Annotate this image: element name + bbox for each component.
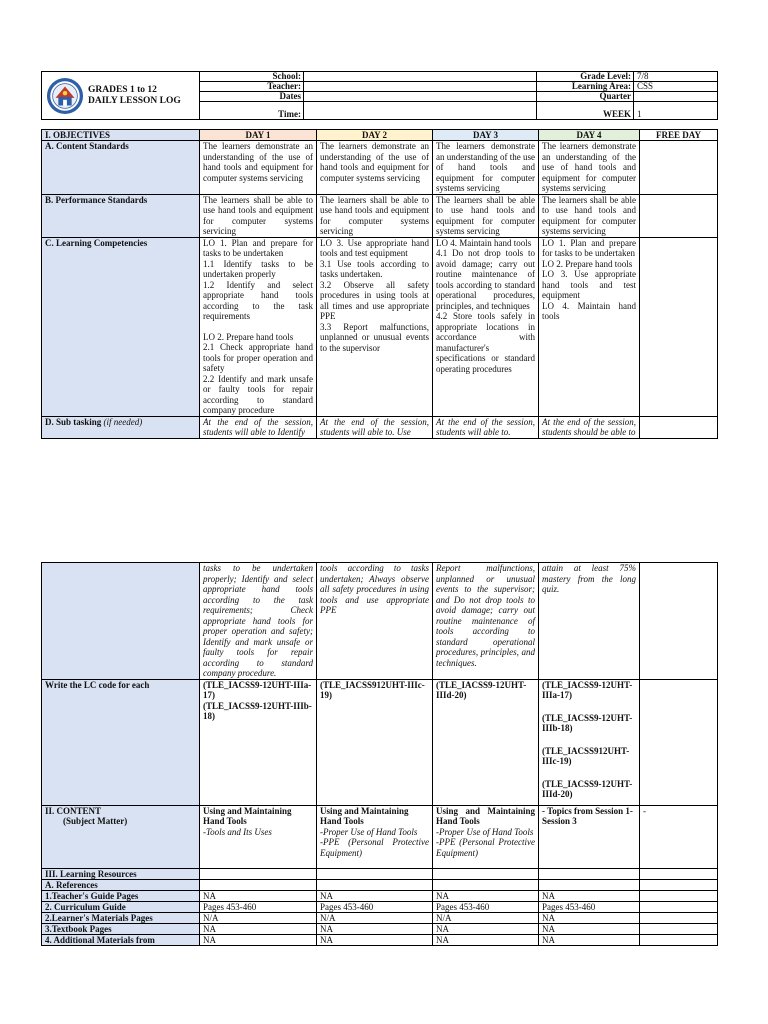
teacher-value: [304, 82, 537, 92]
competencies-day3: [433, 237, 539, 416]
title-line-2: DAILY LESSON LOG: [88, 95, 181, 106]
competencies-day1: [200, 237, 317, 416]
lc-code: (TLE_IACSS912UHT-IIIc-19): [320, 679, 425, 700]
content-label: [42, 805, 200, 868]
grade-level-label: Grade Level:: [537, 72, 634, 82]
content-day1: [200, 805, 317, 868]
quarter-label: Quarter: [537, 92, 634, 102]
lc-code: (TLE_IACSS9-12UHT-IIIa-17): [542, 679, 633, 700]
competencies-free: [640, 237, 718, 416]
competencies-label: C. Learning Competencies: [42, 237, 200, 416]
resource-cell: [640, 901, 718, 912]
resource-row: [42, 934, 718, 945]
resource-cell: NA: [200, 890, 317, 901]
day4-header: DAY 4: [539, 130, 640, 141]
resource-cell: NA: [539, 934, 640, 945]
competency-line: LO 4. Maintain hand tools: [436, 237, 532, 248]
content-subtopic: -PPE (Personal Protective Equipment): [436, 837, 535, 858]
resource-cell: [640, 890, 718, 901]
competency-line: 2.1 Check appropriate hand tools for proper operation and safety: [203, 342, 313, 373]
content-day2: [317, 805, 433, 868]
competency-line: LO 1. Plan and prepare for tasks to be undertaken: [203, 237, 313, 258]
content-standards-day3: The learners demonstrate an understanding of the use of hand tools and equipment for computer systems servicing: [433, 141, 539, 195]
performance-standards-day1: The learners shall be able to use hand tools and equipment for computer systems servicing: [200, 194, 317, 237]
grade-level-value: 7/8: [634, 72, 718, 82]
lc-code: (TLE_IACSS9-12UHT-IIIb-18): [203, 700, 312, 721]
school-value: [304, 72, 537, 82]
teacher-label: Teacher:: [200, 82, 304, 92]
deped-seal-icon: [46, 77, 84, 115]
sub-tasking-day3-part1: At the end of the session, students will able to.: [433, 416, 539, 438]
competency-line: 2.2 Identify and mark unsafe or faulty tools for repair according to standard company procedure: [203, 373, 313, 415]
lc-code: (TLE_IACSS9-12UHT-IIIa-17): [203, 679, 312, 700]
competency-line: LO 1. Plan and prepare for tasks to be undertaken: [542, 237, 636, 258]
content-subtopic: -Proper Use of Hand Tools: [436, 826, 534, 837]
sub-tasking-free-part1: [640, 416, 718, 438]
competency-line: 1.1 Identify tasks to be undertaken properly: [203, 258, 313, 279]
content-day3: [433, 805, 539, 868]
content-sublabel: (Subject Matter): [63, 816, 128, 826]
time-label: Time:: [200, 102, 304, 120]
resource-label: 2. Curriculum Guide: [42, 901, 200, 912]
competency-line: 3.3 Report malfunctions, unplanned or unusual events to the supervisor: [320, 321, 429, 353]
resource-row: [42, 890, 718, 901]
performance-standards-day4: The learners shall be able to use hand tools and equipment for computer systems servicing: [539, 194, 640, 237]
day1-header: DAY 1: [200, 130, 317, 141]
performance-standards-label: B. Performance Standards: [42, 194, 200, 237]
resource-cell: NA: [200, 934, 317, 945]
content-day4: [539, 805, 640, 868]
resource-row: [42, 901, 718, 912]
resource-label: 1.Teacher's Guide Pages: [42, 890, 200, 901]
content-standards-day4: The learners demonstrate an understanding of the use of hand tools and equipment for computer systems servicing: [539, 141, 640, 195]
dates-value: [304, 92, 537, 102]
content-topic: Using and Maintaining Hand Tools: [320, 805, 409, 826]
content-standards-label: A. Content Standards: [42, 141, 200, 195]
sub-tasking-note: (if needed): [103, 416, 143, 427]
sub-tasking-day2-part1: At the end of the session, students will able to. Use: [317, 416, 433, 438]
content-standards-day2: The learners demonstrate an understanding of the use of hand tools and equipment for computer systems servicing: [317, 141, 433, 195]
competencies-day2: [317, 237, 433, 416]
competency-line: LO 3. Use appropriate hand tools and test equipment: [320, 237, 429, 258]
resource-cell: N/A: [433, 912, 539, 923]
title-line-1: GRADES 1 to 12: [88, 85, 157, 95]
references-label: A. References: [42, 879, 200, 890]
resource-cell: NA: [433, 890, 539, 901]
content-subtopic: -Tools and Its Uses: [203, 826, 272, 837]
content-topic: - Topics from Session 1- Session 3: [542, 805, 633, 826]
content-free: -: [640, 805, 718, 868]
performance-standards-day2: The learners shall be able to use hand tools and equipment for computer systems servicing: [317, 194, 433, 237]
lc-code-spacer: [542, 734, 636, 746]
sub-tasking-continued-label: [42, 563, 200, 680]
resource-label: 4. Additional Materials from: [42, 934, 200, 945]
sub-tasking-free-part2: [640, 563, 718, 680]
lc-code: (TLE_IACSS9-12UHT-IIIb-18): [542, 712, 633, 733]
free-day-header: FREE DAY: [640, 130, 718, 141]
quarter-value: [634, 92, 718, 102]
week-label: WEEK: [537, 102, 634, 120]
competency-line: LO 2. Prepare hand tools: [542, 258, 633, 269]
lc-code-free: [640, 679, 718, 805]
content-subtopic: -PPE (Personal Protective Equipment): [320, 837, 429, 858]
resource-label: 3.Textbook Pages: [42, 923, 200, 934]
resource-row: [42, 923, 718, 934]
lc-code: (TLE_IACSS912UHT-IIIc-19): [542, 745, 630, 766]
day2-header: DAY 2: [317, 130, 433, 141]
resource-cell: [640, 934, 718, 945]
content-subtopic: -Proper Use of Hand Tools: [320, 826, 418, 837]
objectives-table: [41, 129, 718, 439]
resource-cell: [640, 923, 718, 934]
lc-code-spacer: [542, 701, 636, 713]
content-topic: Using and Maintaining Hand Tools: [203, 805, 292, 826]
content-title: II. CONTENT: [45, 805, 102, 816]
resource-cell: NA: [200, 923, 317, 934]
learning-area-label: Learning Area:: [537, 82, 634, 92]
resource-cell: Pages 453-460: [539, 901, 640, 912]
content-standards-free: [640, 141, 718, 195]
competency-line: 1.2 Identify and select appropriate hand tools according to the task requirements: [203, 279, 313, 321]
competency-line: 4.2 Store tools safely in appropriate locations in accordance with manufacturer's specifications or standard operating procedures: [436, 311, 535, 374]
competency-spacer: [203, 322, 313, 332]
title-cell: [42, 72, 200, 120]
resource-cell: NA: [317, 923, 433, 934]
sub-tasking-day4-part1: At the end of the session, students should be able to: [539, 416, 640, 438]
resource-cell: NA: [317, 890, 433, 901]
competency-line: LO 2. Prepare hand tools: [203, 331, 294, 342]
resource-cell: Pages 453-460: [200, 901, 317, 912]
competency-line: LO 4. Maintain hand tools: [542, 300, 636, 321]
lc-code-day3: [433, 679, 539, 805]
week-value: 1: [634, 102, 718, 120]
resource-row: [42, 912, 718, 923]
resource-label: 2.Learner's Materials Pages: [42, 912, 200, 923]
lc-code: (TLE_IACSS9-12UHT-IIId-20): [436, 679, 527, 700]
time-value: [304, 102, 537, 120]
resource-cell: [640, 912, 718, 923]
competency-line: LO 3. Use appropriate hand tools and test equipment: [542, 269, 636, 300]
sub-tasking-title: D. Sub tasking: [45, 416, 102, 427]
sub-tasking-day4-part2: attain at least 75% mastery from the long quiz.: [539, 563, 640, 680]
school-label: School:: [200, 72, 304, 82]
lc-code-day2: [317, 679, 433, 805]
learning-area-value: CSS: [634, 82, 718, 92]
lesson-continued-table: [41, 562, 718, 946]
resource-cell: N/A: [200, 912, 317, 923]
resource-cell: Pages 453-460: [317, 901, 433, 912]
resource-cell: Pages 453-460: [433, 901, 539, 912]
objectives-header: I. OBJECTIVES: [42, 130, 200, 141]
day3-header: DAY 3: [433, 130, 539, 141]
competency-line: 3.2 Observe all safety procedures in using tools at all times and use appropriate PPE: [320, 279, 429, 321]
lc-code-spacer: [542, 767, 636, 779]
lc-code-label: Write the LC code for each: [42, 679, 200, 805]
performance-standards-free: [640, 194, 718, 237]
lc-code-day4: [539, 679, 640, 805]
content-standards-day1: The learners demonstrate an understanding of the use of hand tools and equipment for computer systems servicing: [200, 141, 317, 195]
resource-cell: NA: [539, 912, 640, 923]
resource-cell: NA: [433, 923, 539, 934]
learning-resources-label: III. Learning Resources: [42, 868, 200, 879]
sub-tasking-day3-part2: Report malfunctions, unplanned or unusual events to the supervisor; and Do not drop tools to avoid damage; carry out routine maintenance of tools according to standard operational procedures, principles, and techniques.: [433, 563, 539, 680]
content-topic: Using and Maintaining Hand Tools: [436, 805, 535, 826]
resource-cell: N/A: [317, 912, 433, 923]
lc-code-day1: [200, 679, 317, 805]
lc-code: (TLE_IACSS9-12UHT-IIId-20): [542, 778, 633, 799]
resource-cell: NA: [433, 934, 539, 945]
dates-label: Dates: [200, 92, 304, 102]
resource-cell: NA: [317, 934, 433, 945]
sub-tasking-day2-part2: tools according to tasks undertaken; Always observe all safety procedures in using tools and use appropriate PPE: [317, 563, 433, 680]
resource-cell: NA: [539, 923, 640, 934]
header-table: [41, 71, 718, 120]
competency-line: 4.1 Do not drop tools to avoid damage; carry out routine maintenance of tools according to standard operational procedures, principles, and techniques: [436, 248, 535, 311]
sub-tasking-day1-part1: At the end of the session, students will able to Identify: [200, 416, 317, 438]
sub-tasking-label: [42, 416, 200, 438]
resource-cell: NA: [539, 890, 640, 901]
competencies-day4: [539, 237, 640, 416]
competency-line: 3.1 Use tools according to tasks undertaken.: [320, 258, 429, 279]
performance-standards-day3: The learners shall be able to use hand tools and equipment for computer systems servicing: [433, 194, 539, 237]
sub-tasking-day1-part2: tasks to be undertaken properly; Identify and select appropriate hand tools according to the task requirements; Check appropriate hand tools for proper operation and safety; Identify and mark unsafe or faulty tools for repair according to standard company procedure.: [200, 563, 317, 680]
